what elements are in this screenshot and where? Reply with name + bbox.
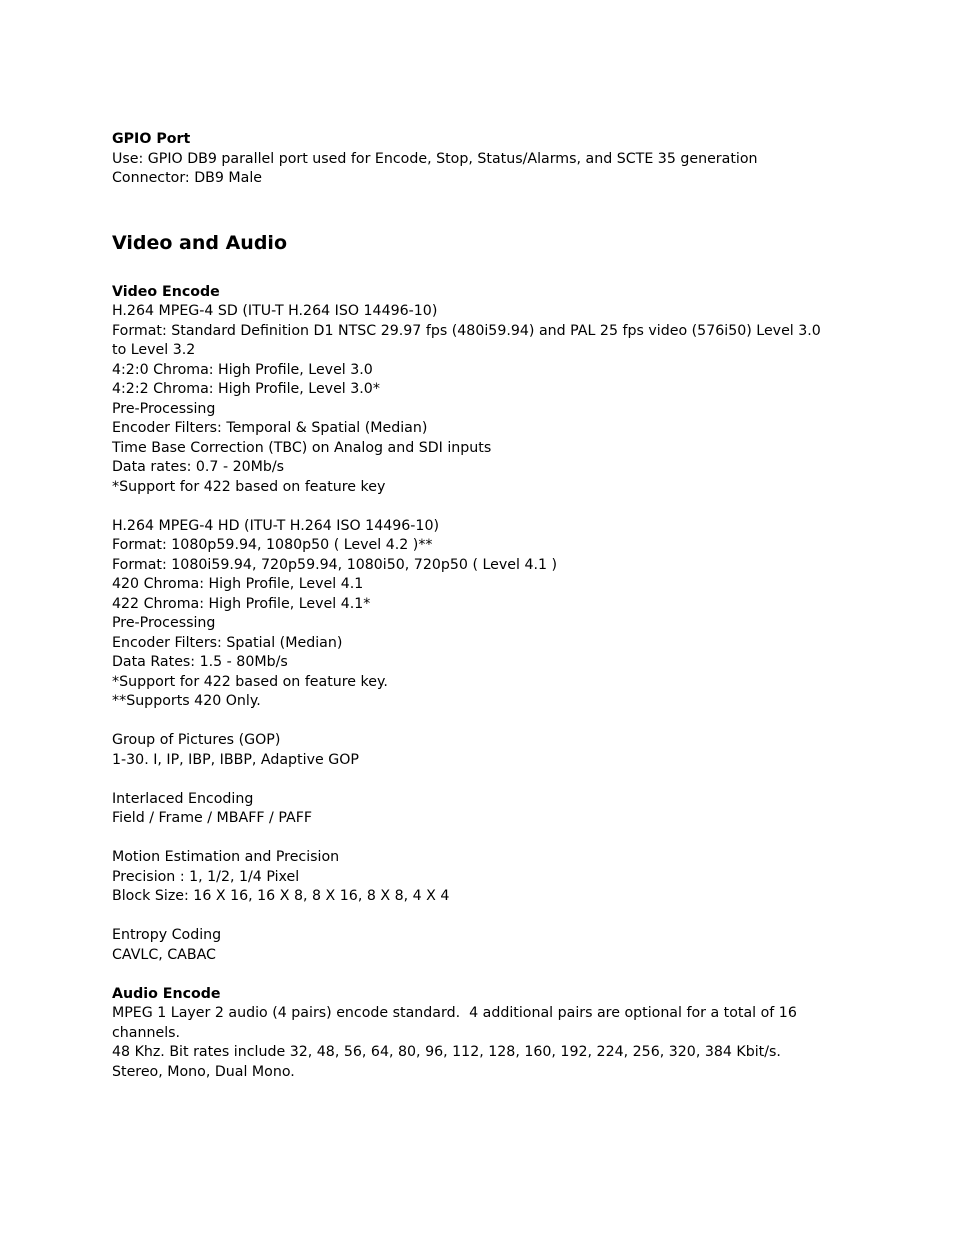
sd-line: Time Base Correction (TBC) on Analog and SDI inputs	[112, 439, 492, 456]
sd-line: H.264 MPEG-4 SD (ITU-T H.264 ISO 14496-10)	[112, 303, 438, 319]
sd-line: Encoder Filters: Temporal & Spatial (Median)	[112, 420, 428, 436]
entropy-line: Entropy Coding	[112, 927, 222, 943]
sd-spec-block	[112, 302, 842, 497]
interlaced-line: Interlaced Encoding	[112, 790, 254, 807]
sd-line: Format: Standard Definition D1 NTSC 29.97 fps (480i59.94) and PAL 25 fps video (576i50) Level 3.0	[112, 322, 821, 339]
gpio-title: GPIO Port	[112, 131, 191, 147]
section-heading-video-audio: Video and Audio	[112, 231, 287, 254]
gpio-connector-line: Connector: DB9 Male	[112, 170, 263, 186]
audio-line: Stereo, Mono, Dual Mono.	[112, 1063, 295, 1080]
interlaced-line: Field / Frame / MBAFF / PAFF	[112, 810, 313, 826]
sd-line: 4:2:2 Chroma: High Profile, Level 3.0*	[112, 381, 380, 397]
video-encode-section	[112, 283, 842, 966]
motion-spec-block	[112, 848, 842, 907]
motion-line: Motion Estimation and Precision	[112, 849, 340, 865]
spacer	[112, 907, 842, 927]
sd-line: 4:2:0 Chroma: High Profile, Level 3.0	[112, 361, 373, 378]
entropy-line: CAVLC, CABAC	[112, 946, 216, 963]
hd-line: Format: 1080p59.94, 1080p50 ( Level 4.2 )**	[112, 537, 433, 553]
audio-encode-title: Audio Encode	[112, 985, 221, 1002]
interlaced-spec-block	[112, 790, 842, 829]
gop-spec-block	[112, 731, 842, 770]
hd-line: **Supports 420 Only.	[112, 693, 261, 709]
hd-line: Encoder Filters: Spatial (Median)	[112, 634, 343, 651]
gop-line: 1-30. I, IP, IBP, IBBP, Adaptive GOP	[112, 751, 359, 768]
audio-line: channels.	[112, 1024, 181, 1041]
gpio-use-line: Use: GPIO DB9 parallel port used for Encode, Stop, Status/Alarms, and SCTE 35 generation	[112, 150, 758, 167]
gop-line: Group of Pictures (GOP)	[112, 732, 281, 748]
sd-line: *Support for 422 based on feature key	[112, 478, 386, 495]
motion-line: Block Size: 16 X 16, 16 X 8, 8 X 16, 8 X 8, 4 X 4	[112, 888, 450, 904]
gpio-section	[112, 130, 842, 189]
entropy-spec-block	[112, 926, 842, 965]
sd-line: Data rates: 0.7 - 20Mb/s	[112, 459, 285, 475]
document-page	[112, 130, 842, 1082]
spacer	[112, 770, 842, 790]
video-encode-title: Video Encode	[112, 283, 220, 300]
spacer	[112, 497, 842, 517]
hd-line: *Support for 422 based on feature key.	[112, 673, 388, 690]
hd-line: 420 Chroma: High Profile, Level 4.1	[112, 576, 364, 592]
hd-line: H.264 MPEG-4 HD (ITU-T H.264 ISO 14496-10)	[112, 517, 440, 534]
hd-line: Format: 1080i59.94, 720p59.94, 1080i50, 720p50 ( Level 4.1 )	[112, 556, 558, 573]
motion-line: Precision : 1, 1/2, 1/4 Pixel	[112, 868, 300, 885]
sd-line: Pre-Processing	[112, 400, 216, 417]
hd-line: Data Rates: 1.5 - 80Mb/s	[112, 654, 288, 670]
spacer	[112, 712, 842, 732]
hd-line: 422 Chroma: High Profile, Level 4.1*	[112, 595, 371, 612]
audio-encode-section	[112, 985, 842, 1083]
hd-spec-block	[112, 517, 842, 712]
sd-line: to Level 3.2	[112, 342, 196, 358]
spacer	[112, 965, 842, 985]
audio-line: 48 Khz. Bit rates include 32, 48, 56, 64, 80, 96, 112, 128, 160, 192, 224, 256, 320, 384 Kbit/s.	[112, 1044, 781, 1060]
hd-line: Pre-Processing	[112, 615, 216, 631]
audio-line: MPEG 1 Layer 2 audio (4 pairs) encode standard. 4 additional pairs are optional for a total of 16	[112, 1005, 797, 1021]
spacer	[112, 829, 842, 849]
